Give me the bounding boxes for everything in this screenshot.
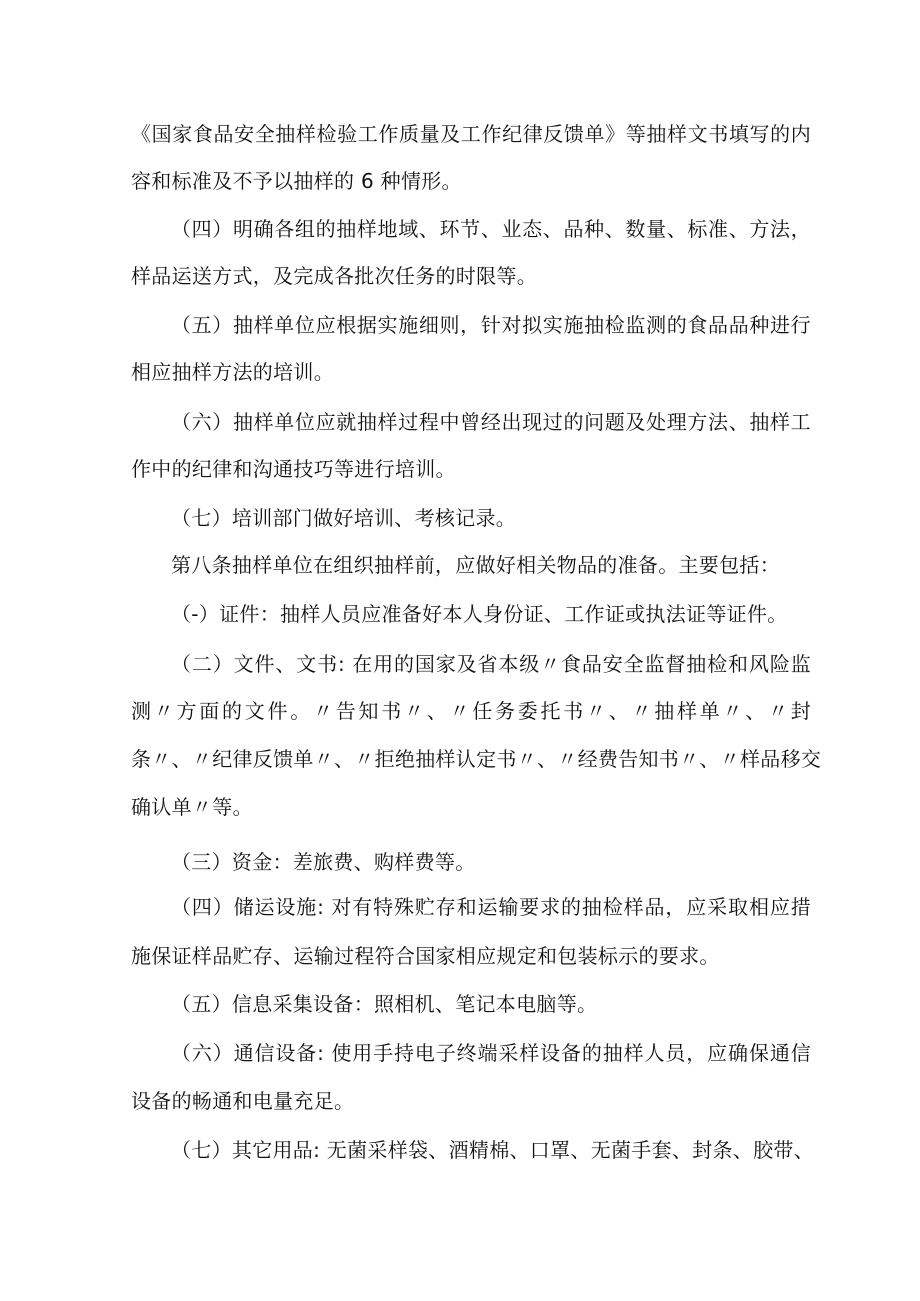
text-line: （-）证件：抽样人员应准备好本人身份证、工作证或执法证等证件。 bbox=[171, 602, 788, 626]
text-line: （三）资金：差旅费、购样费等。 bbox=[171, 850, 476, 874]
text-line: （六）抽样单位应就抽样过程中曾经出现过的问题及处理方法、抽样工 bbox=[171, 410, 811, 434]
article-heading: 第八条抽样单位在组织抽样前，应做好相关物品的准备。主要包括： bbox=[171, 553, 780, 577]
text-line: （六）通信设备: 使用手持电子终端采样设备的抽样人员，应确保通信 bbox=[171, 1041, 811, 1065]
text-line: （二）文件、文书: 在用的国家及省本级〃食品安全监督抽检和风险监 bbox=[171, 652, 811, 676]
text-line: 条〃、〃纪律反馈单〃、〃拒绝抽样认定书〃、〃经费告知书〃、〃样品移交 bbox=[131, 747, 822, 771]
text-line: （五）信息采集设备：照相机、笔记本电脑等。 bbox=[171, 992, 598, 1016]
text-line: 设备的畅通和电量充足。 bbox=[131, 1089, 355, 1113]
text-line: 施保证样品贮存、运输过程符合国家相应规定和包装标示的要求。 bbox=[131, 944, 720, 968]
text-line: （四）储运设施: 对有特殊贮存和运输要求的抽检样品，应采取相应措 bbox=[171, 895, 811, 919]
text-line: （五）抽样单位应根据实施细则，针对拟实施抽检监测的食品品种进行 bbox=[171, 313, 811, 337]
text-line: （七）培训部门做好培训、考核记录。 bbox=[171, 506, 517, 530]
text-line: （四）明确各组的抽样地域、环节、业态、品种、数量、标准、方法， bbox=[171, 217, 811, 241]
text-line: 《国家食品安全抽样检验工作质量及工作纪律反馈单》等抽样文书填写的内 bbox=[131, 122, 811, 146]
text-line: 测〃方面的文件。〃告知书〃、〃任务委托书〃、〃抽样单〃、〃封 bbox=[131, 699, 811, 723]
text-line: 确认单〃等。 bbox=[131, 795, 253, 819]
text-line: 样品运送方式，及完成各批次任务的时限等。 bbox=[131, 264, 537, 288]
text-line: 相应抽样方法的培训。 bbox=[131, 360, 334, 384]
text-line: 容和标准及不予以抽样的 6 种情形。 bbox=[131, 169, 462, 193]
text-line: 作中的纪律和沟通技巧等进行培训。 bbox=[131, 457, 456, 481]
text-line: （七）其它用品: 无菌采样袋、酒精棉、口罩、无菌手套、封条、胶带、 bbox=[171, 1138, 814, 1162]
